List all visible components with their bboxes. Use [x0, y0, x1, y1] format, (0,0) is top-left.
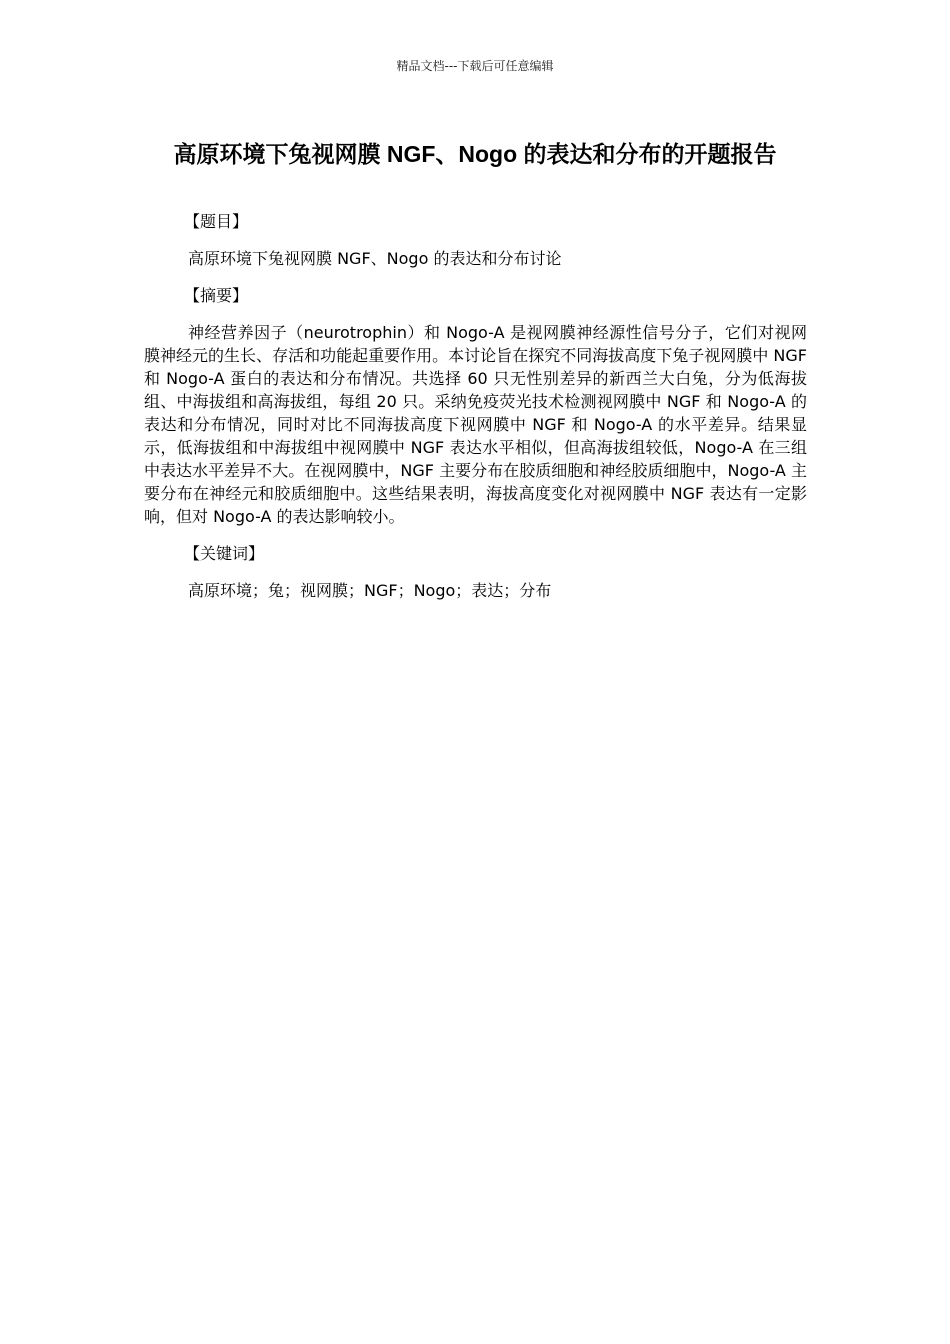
abstract-text: 神经营养因子（neurotrophin）和 Nogo-A 是视网膜神经源性信号分子，它们对视网膜神经元的生长、存活和功能起重要作用。本讨论旨在探究不同海拔高度下兔子视网膜中 NGF 和 Nogo-A 蛋白的表达和分布情况。共选择 60 只无性别差异的新西兰大白兔，分为低海拔组、中海拔组和高海拔组，每组 20 只。采纳免疫荧光技术检测视网膜中 NGF 和 Nogo-A 的表达和分布情况，同时对比不同海拔高度下视网膜中 NGF 和 Nogo-A 的水平差异。结果显示，低海拔组和中海拔组中视网膜中 NGF 表达水平相似，但高海拔组较低，Nogo-A 在三组中表达水平差异不大。在视网膜中，NGF 主要分布在胶质细胞和神经胶质细胞中，Nogo-A 主要分布在神经元和胶质细胞中。这些结果表明，海拔高度变化对视网膜中 NGF 表达有一定影响，但对 Nogo-A 的表达影响较小。	[144, 323, 807, 526]
abstract-label: 【摘要】	[184, 286, 249, 305]
page-header: 精品文档---下载后可任意编辑	[396, 59, 554, 73]
document-title: 高原环境下兔视网膜 NGF、Nogo 的表达和分布的开题报告	[173, 141, 777, 167]
document-body	[144, 210, 807, 616]
topic-text: 高原环境下兔视网膜 NGF、Nogo 的表达和分布讨论	[188, 249, 562, 268]
topic-label: 【题目】	[184, 212, 249, 231]
keywords-text: 高原环境；兔；视网膜；NGF；Nogo；表达；分布	[188, 581, 552, 600]
keywords-label: 【关键词】	[184, 544, 265, 563]
